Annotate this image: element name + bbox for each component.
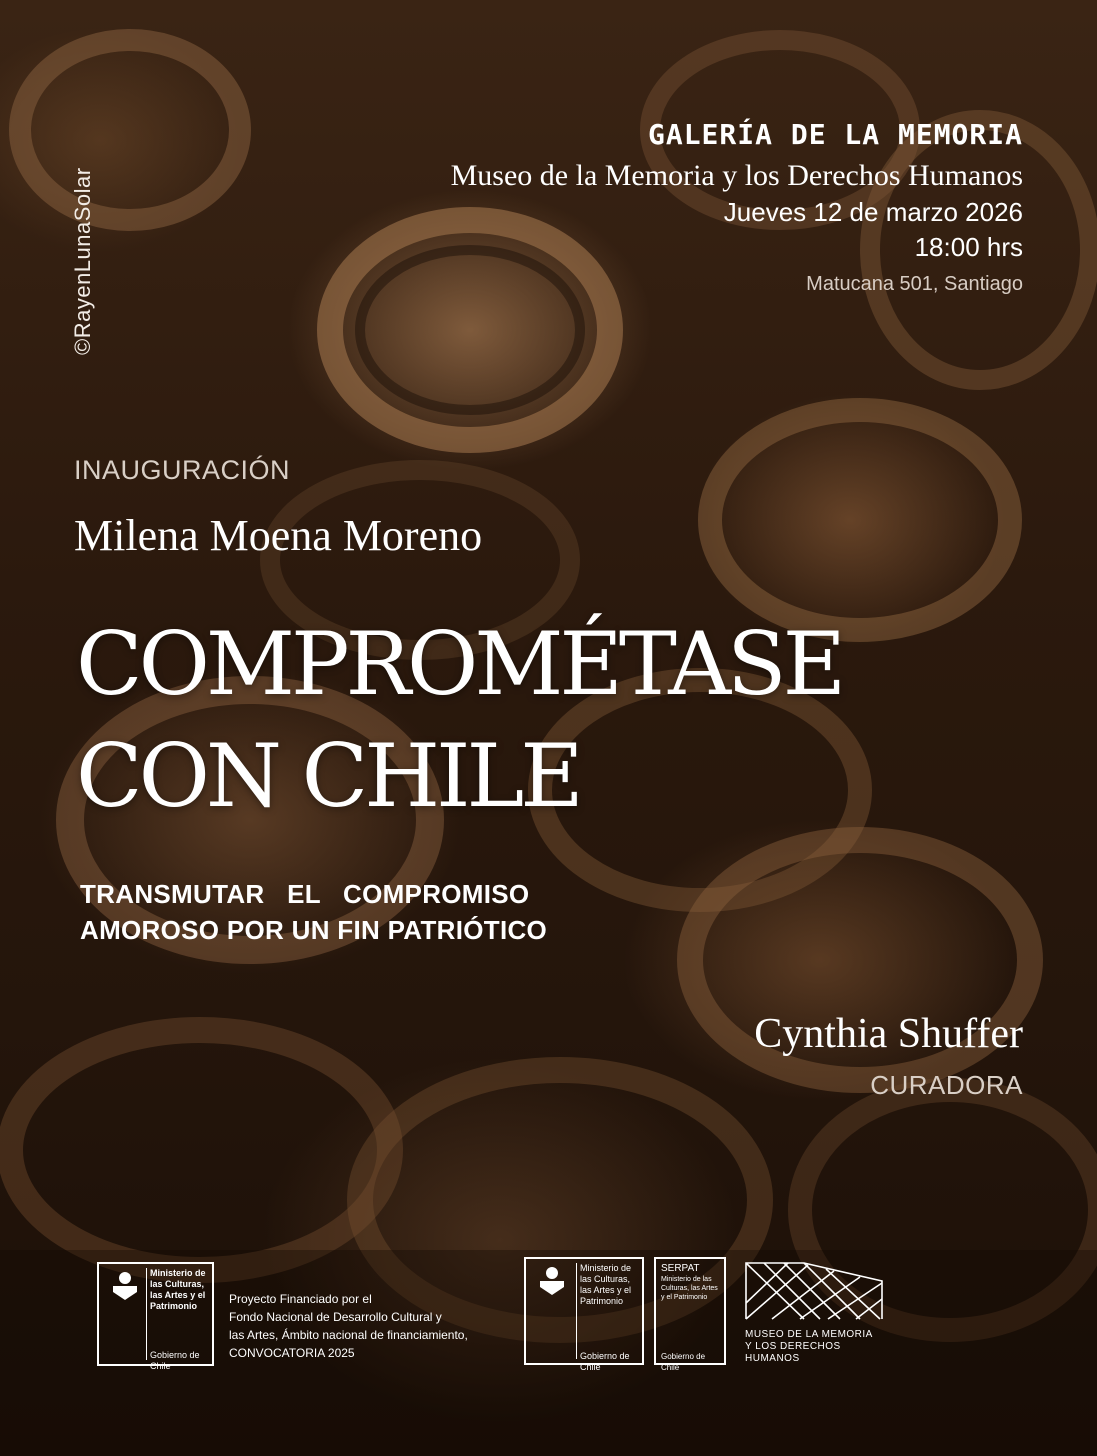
venue-address: Matucana 501, Santiago bbox=[806, 273, 1023, 295]
curator-name: Cynthia Shuffer bbox=[754, 1011, 1023, 1057]
gallery-name: GALERÍA DE LA MEMORIA bbox=[647, 118, 1023, 151]
photo-credit: ©RayenLunaSolar bbox=[70, 167, 95, 355]
serpat-subtitle: Ministerio de las Culturas, las Artes y el Patrimonio bbox=[661, 1276, 718, 1301]
funding-line: Fondo Nacional de Desarrollo Cultural y bbox=[229, 1310, 442, 1324]
government-label: Gobierno de Chile bbox=[661, 1352, 706, 1372]
ministry-name: Ministerio de las Culturas, las Artes y el Patrimonio bbox=[150, 1268, 206, 1311]
museum-name: Museo de la Memoria y los Derechos Humanos bbox=[450, 159, 1023, 192]
funding-line: CONVOCATORIA 2025 bbox=[229, 1346, 355, 1360]
exhibition-title bbox=[76, 608, 842, 832]
museum-logo-text bbox=[745, 1329, 873, 1365]
inauguration-label: INAUGURACIÓN bbox=[74, 455, 291, 485]
ministry-logo bbox=[97, 1262, 214, 1371]
title-line: CON CHILE bbox=[76, 725, 580, 827]
funding-line: las Artes, Ámbito nacional de financiamiento, bbox=[229, 1328, 468, 1342]
government-label: Gobierno de Chile bbox=[580, 1351, 630, 1372]
coat-of-arms-icon bbox=[105, 1268, 145, 1302]
event-time: 18:00 hrs bbox=[914, 232, 1023, 262]
artist-name: Milena Moena Moreno bbox=[74, 511, 483, 560]
subtitle-line: TRANSMUTAR EL COMPROMISO bbox=[80, 879, 530, 909]
exhibition-subtitle bbox=[80, 876, 547, 948]
event-date: Jueves 12 de marzo 2026 bbox=[723, 197, 1023, 227]
funding-text bbox=[229, 1290, 468, 1362]
serpat-logo bbox=[654, 1257, 726, 1372]
ministry-logo bbox=[524, 1257, 644, 1372]
logo-divider bbox=[146, 1268, 147, 1360]
subtitle-line: AMOROSO POR UN FIN PATRIÓTICO bbox=[80, 915, 548, 945]
title-line: COMPROMÉTASE bbox=[76, 613, 843, 715]
venue-info bbox=[451, 118, 1023, 296]
government-label: Gobierno de Chile bbox=[150, 1350, 200, 1371]
curator-role: CURADORA bbox=[870, 1070, 1023, 1100]
museum-logo-line: HUMANOS bbox=[745, 1353, 800, 1364]
serpat-name: SERPAT bbox=[661, 1263, 700, 1274]
ministry-name: Ministerio de las Culturas, las Artes y el Patrimonio bbox=[580, 1263, 632, 1306]
ring-shape bbox=[710, 410, 1010, 630]
ring-shape bbox=[10, 1030, 390, 1270]
museum-logo-line: MUSEO DE LA MEMORIA bbox=[745, 1329, 873, 1340]
curator-info bbox=[754, 1010, 1023, 1101]
museum-logo-icon bbox=[744, 1259, 884, 1321]
coat-of-arms-icon bbox=[532, 1263, 572, 1297]
ring-shape bbox=[20, 40, 240, 220]
logo-divider bbox=[576, 1263, 577, 1359]
museum-logo-line: Y LOS DERECHOS bbox=[745, 1341, 841, 1352]
funding-line: Proyecto Financiado por el bbox=[229, 1292, 372, 1306]
